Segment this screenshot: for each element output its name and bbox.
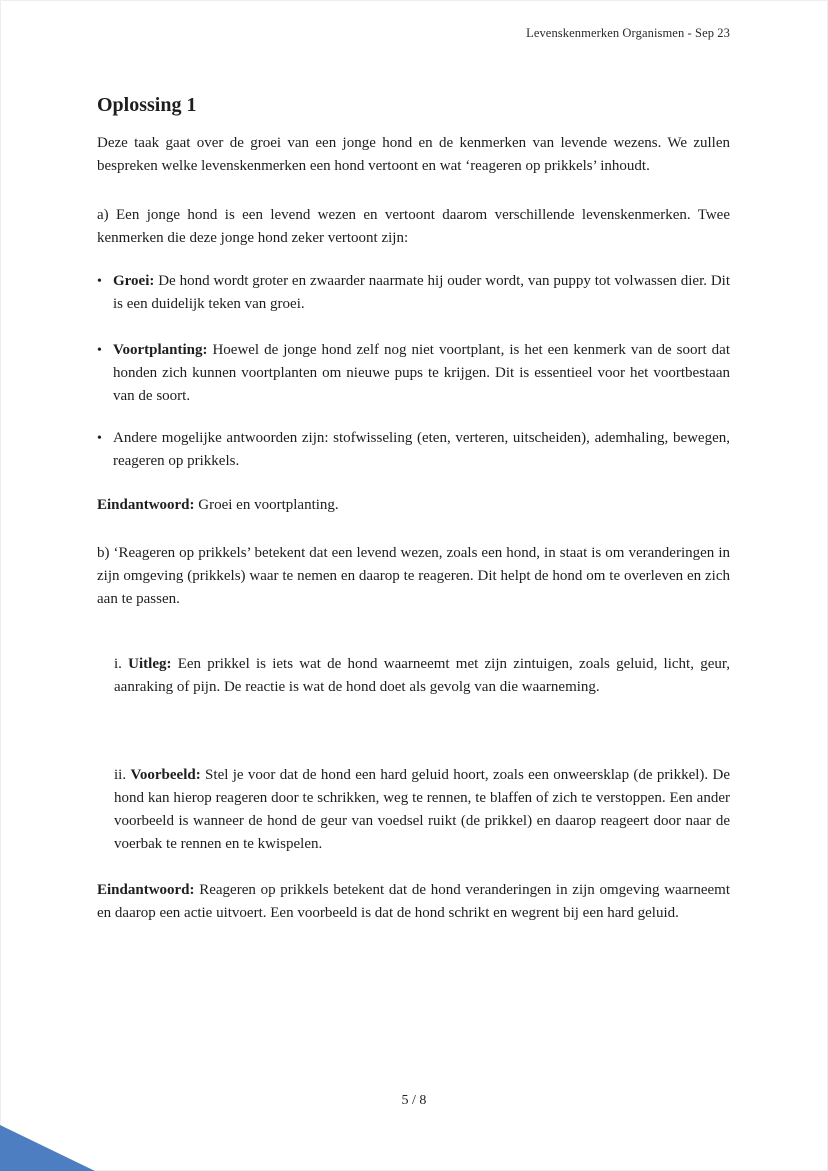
- page-title: Oplossing 1: [97, 94, 197, 116]
- final-answer-label: Eindantwoord:: [97, 882, 195, 898]
- bullet-icon: •: [97, 274, 102, 289]
- sub-item-label: Voorbeeld:: [130, 767, 201, 783]
- bullet-body-text: Andere mogelijke antwoorden zijn: stofwisseling (eten, verteren, uitscheiden), ademhaling, bewegen, reageren op prikkels.: [113, 430, 730, 469]
- part-a-final-answer: [97, 494, 730, 517]
- bullet-label: Groei:: [113, 273, 155, 289]
- bullet-body-text: Hoewel de jonge hond zelf nog niet voortplant, is het een kenmerk van de soort dat honden zich kunnen voortplanten om nieuwe pups te krijgen. Dit is essentieel voor het voortbestaan van de soort.: [113, 342, 730, 404]
- sub-item-numeral: ii.: [114, 767, 131, 783]
- final-answer-label: Eindantwoord:: [97, 497, 195, 513]
- list-item: [97, 270, 730, 316]
- part-a-lead: a) Een jonge hond is een levend wezen en vertoont daarom verschillende levenskenmerken. Twee kenmerken die deze jonge hond zeker vertoont zijn:: [97, 207, 730, 246]
- final-answer-text: Reageren op prikkels betekent dat de hond veranderingen in zijn omgeving waarneemt en daarop een actie uitvoert. Een voorbeeld is dat de hond schrikt en wegrent bij een hard geluid.: [97, 882, 730, 921]
- page-header: Levenskenmerken Organismen - Sep 23: [526, 26, 730, 40]
- bullet-body-text: De hond wordt groter en zwaarder naarmate hij ouder wordt, van puppy tot volwassen dier. Dit is een duidelijk teken van groei.: [113, 273, 730, 312]
- bullet-text: [113, 270, 730, 316]
- page-number: 5 / 8: [401, 1093, 427, 1108]
- list-item: [97, 427, 730, 473]
- sub-item-label: Uitleg:: [128, 656, 172, 672]
- bullet-text: [113, 339, 730, 408]
- part-b-final-answer: [97, 879, 730, 925]
- intro-paragraph: Deze taak gaat over de groei van een jonge hond en de kenmerken van levende wezens. We zullen bespreken welke levenskenmerken een hond vertoont en wat ‘reageren op prikkels’ inhoudt.: [97, 135, 730, 174]
- page-content: [97, 92, 730, 925]
- part-a-bullet-list: [97, 270, 730, 473]
- corner-accent: [0, 1125, 95, 1171]
- sub-item-text: Een prikkel is iets wat de hond waarneemt met zijn zintuigen, zoals geluid, licht, geur, aanraking of pijn. De reactie is wat de hond doet als gevolg van die waarneming.: [114, 656, 730, 695]
- list-item: [97, 339, 730, 408]
- sub-item-numeral: i.: [114, 656, 129, 672]
- bullet-icon: •: [97, 431, 102, 446]
- sub-item-uitleg: [114, 653, 730, 699]
- part-b-lead: b) ‘Reageren op prikkels’ betekent dat een levend wezen, zoals een hond, in staat is om veranderingen in zijn omgeving (prikkels) waar te nemen en daarop te reageren. Dit helpt de hond om te overleven en zich aan te passen.: [97, 545, 730, 607]
- bullet-label: Voortplanting:: [113, 342, 208, 358]
- bullet-icon: •: [97, 343, 102, 358]
- bullet-text: [113, 427, 730, 473]
- final-answer-text: Groei en voortplanting.: [194, 497, 339, 513]
- sub-item-voorbeeld: [114, 764, 730, 856]
- sub-item-text: Stel je voor dat de hond een hard geluid hoort, zoals een onweersklap (de prikkel). De hond kan hierop reageren door te schrikken, weg te rennen, te blaffen of zich te verstoppen. Een ander voorbeeld is wanneer de hond de geur van voedsel ruikt (de prikkel) en daarop reageert door naar de voerbak te rennen en te kwispelen.: [114, 767, 730, 852]
